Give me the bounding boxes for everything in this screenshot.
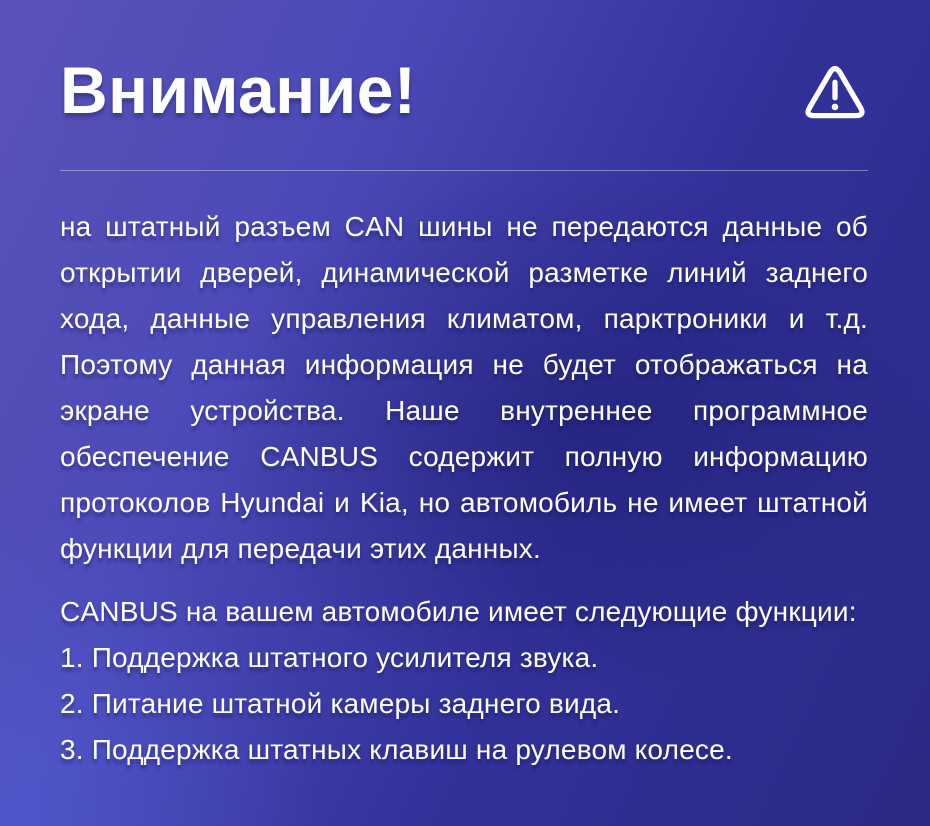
description-line: открытии дверей, динамической разметке линий заднего [60,257,868,289]
description-line: Поэтому данная информация не будет отображаться на [60,349,868,381]
canbus-description [60,204,868,572]
canbus-functions-intro: CANBUS на вашем автомобиле имеет следующие функции: [60,596,857,628]
functions-list [60,635,868,773]
description-line: экране устройства. Наше внутреннее программное [60,395,868,427]
function-item-1: 1. Поддержка штатного усилителя звука. [60,642,599,674]
header [60,0,868,125]
canbus-functions-block [60,589,868,773]
description-line: хода, данные управления климатом, парктроники и т.д. [60,303,868,335]
description-line: функции для передачи этих данных. [60,533,541,565]
function-item-2: 2. Питание штатной камеры заднего вида. [60,688,621,720]
warning-triangle-icon [804,63,866,124]
function-item-3: 3. Поддержка штатных клавиш на рулевом колесе. [60,734,733,766]
description-line: на штатный разъем CAN шины не передаются данные об [60,211,868,243]
title-divider [60,170,868,171]
page-title: Внимание! [60,53,417,127]
description-line: обеспечение CANBUS содержит полную информацию [60,441,868,473]
description-line: протоколов Hyundai и Kia, но автомобиль не имеет штатной [60,487,868,519]
